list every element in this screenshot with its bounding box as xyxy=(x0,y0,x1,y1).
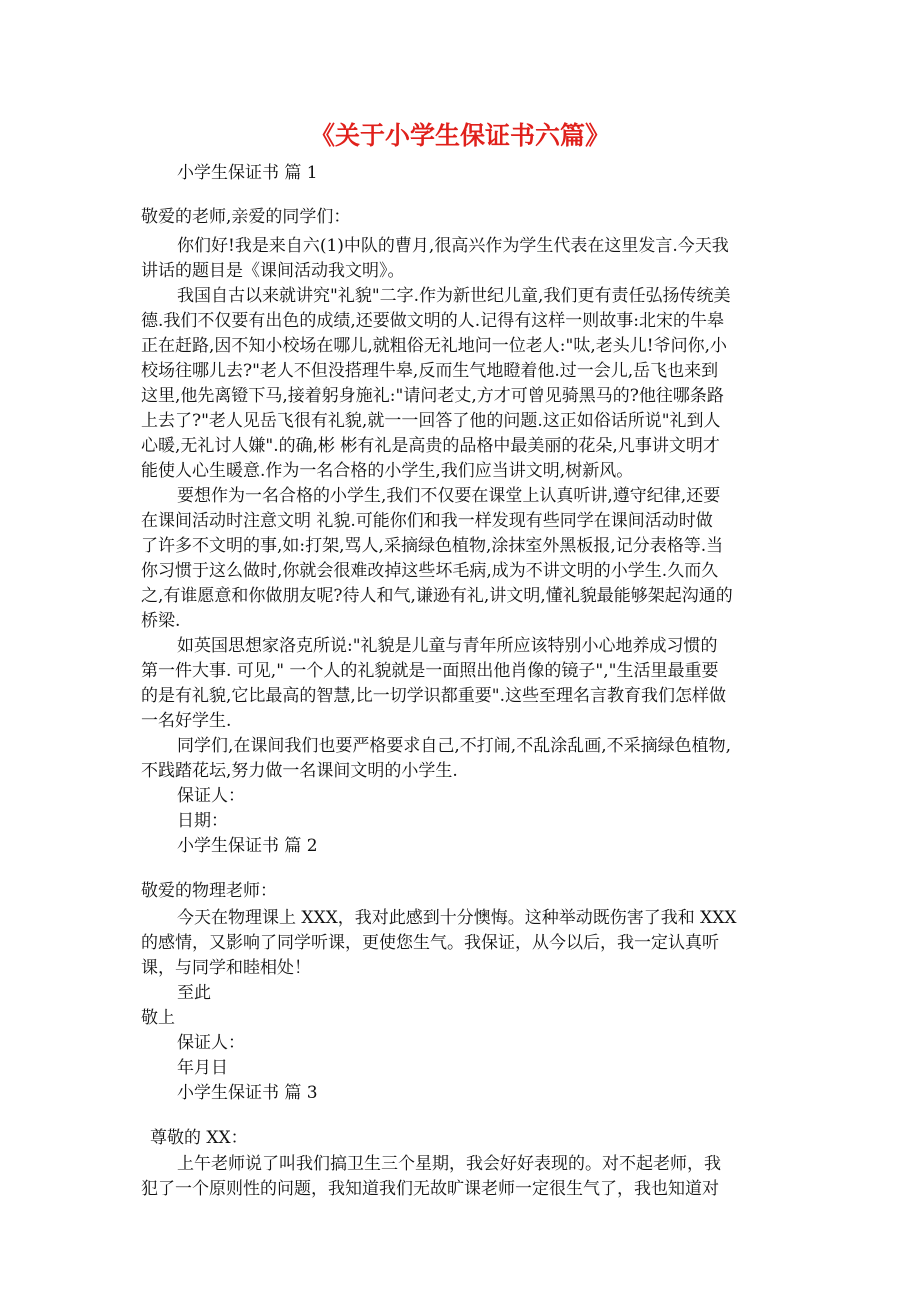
document-title: 《关于小学生保证书六篇》 xyxy=(309,121,610,150)
section-heading-2: 小学生保证书 篇 2 xyxy=(177,836,318,856)
paragraph-line: 这里,他先离镫下马,接着躬身施礼:"请问老丈,方才可曾见骑黑马的?他往哪条路 xyxy=(141,386,724,406)
paragraph-line: 的感情，又影响了同学听课，更使您生气。我保证，从今以后，我一定认真听 xyxy=(141,933,719,953)
paragraph-line: 课，与同学和睦相处！ xyxy=(141,958,311,978)
paragraph-line: 在课间活动时注意文明 礼貌.可能你们和我一样发现有些同学在课间活动时做 xyxy=(141,511,713,531)
paragraph-line: 今天在物理课上 XXX，我对此感到十分懊悔。这种举动既伤害了我和 XXX xyxy=(177,908,737,928)
paragraph-line: 上午老师说了叫我们搞卫生三个星期，我会好好表现的。对不起老师，我 xyxy=(177,1154,721,1174)
paragraph-line: 犯了一个原则性的问题，我知道我们无故旷课老师一定很生气了，我也知道对 xyxy=(141,1179,719,1199)
paragraph-line: 第一件大事. 可见," 一个人的礼貌就是一面照出他肖像的镜子","生活里最重要 xyxy=(141,661,719,681)
paragraph-line: 要想作为一名合格的小学生,我们不仅要在课堂上认真听讲,遵守纪律,还要 xyxy=(177,486,721,506)
paragraph-line: 心暖,无礼讨人嫌".的确,彬 彬有礼是高贵的品格中最美丽的花朵,凡事讲文明才 xyxy=(141,436,720,456)
signature-label: 保证人： xyxy=(177,786,245,806)
paragraph-line: 你习惯于这么做时,你就会很难改掉这些坏毛病,成为不讲文明的小学生.久而久 xyxy=(141,561,719,581)
paragraph-line: 一名好学生. xyxy=(141,711,232,731)
paragraph-line: 德.我们不仅要有出色的成绩,还要做文明的人.记得有这样一则故事:北宋的牛皋 xyxy=(141,311,724,331)
paragraph-line: 你们好!我是来自六(1)中队的曹月,很高兴作为学生代表在这里发言.今天我 xyxy=(177,236,729,256)
paragraph-line: 不践踏花坛,努力做一名课间文明的小学生. xyxy=(141,761,458,781)
paragraph-line: 了许多不文明的事,如:打架,骂人,采摘绿色植物,涂抹室外黑板报,记分表格等.当 xyxy=(141,536,724,556)
closing-line: 敬上 xyxy=(141,1008,175,1028)
salutation: 敬爱的物理老师： xyxy=(141,881,277,901)
section-heading-1: 小学生保证书 篇 1 xyxy=(177,163,318,183)
date-label: 年月日 xyxy=(177,1058,228,1078)
closing-line: 至此 xyxy=(177,983,211,1003)
paragraph-line: 讲话的题目是《课间活动我文明》。 xyxy=(141,261,405,281)
paragraph-line: 之,有谁愿意和你做朋友呢?待人和气,谦逊有礼,讲文明,懂礼貌最能够架起沟通的 xyxy=(141,586,733,606)
paragraph-line: 正在赶路,因不知小校场在哪儿,就粗俗无礼地问一位老人:"呔,老头儿!爷问你,小 xyxy=(141,336,727,356)
paragraph-line: 我国自古以来就讲究"礼貌"二字.作为新世纪儿童,我们更有责任弘扬传统美 xyxy=(177,286,731,306)
paragraph-line: 上去了?"老人见岳飞很有礼貌,就一一回答了他的问题.这正如俗话所说"礼到人 xyxy=(141,411,721,431)
paragraph-line: 校场往哪儿去?"老人不但没搭理牛皋,反而生气地瞪着他.过一会儿,岳飞也来到 xyxy=(141,361,719,381)
paragraph-line: 能使人心生暖意.作为一名合格的小学生,我们应当讲文明,树新风。 xyxy=(141,461,634,481)
paragraph-line: 的是有礼貌,它比最高的智慧,比一切学识都重要".这些至理名言教育我们怎样做 xyxy=(141,686,727,706)
paragraph-line: 桥梁. xyxy=(141,611,181,631)
salutation: 敬爱的老师,亲爱的同学们： xyxy=(141,207,351,227)
signature-label: 保证人： xyxy=(177,1033,245,1053)
section-heading-3: 小学生保证书 篇 3 xyxy=(177,1083,318,1103)
paragraph-line: 如英国思想家洛克所说:"礼貌是儿童与青年所应该特别小心地养成习惯的 xyxy=(177,636,718,656)
paragraph-line: 同学们,在课间我们也要严格要求自己,不打闹,不乱涂乱画,不采摘绿色植物, xyxy=(177,736,732,756)
salutation: 尊敬的 XX： xyxy=(150,1128,248,1148)
date-label: 日期： xyxy=(177,811,228,831)
